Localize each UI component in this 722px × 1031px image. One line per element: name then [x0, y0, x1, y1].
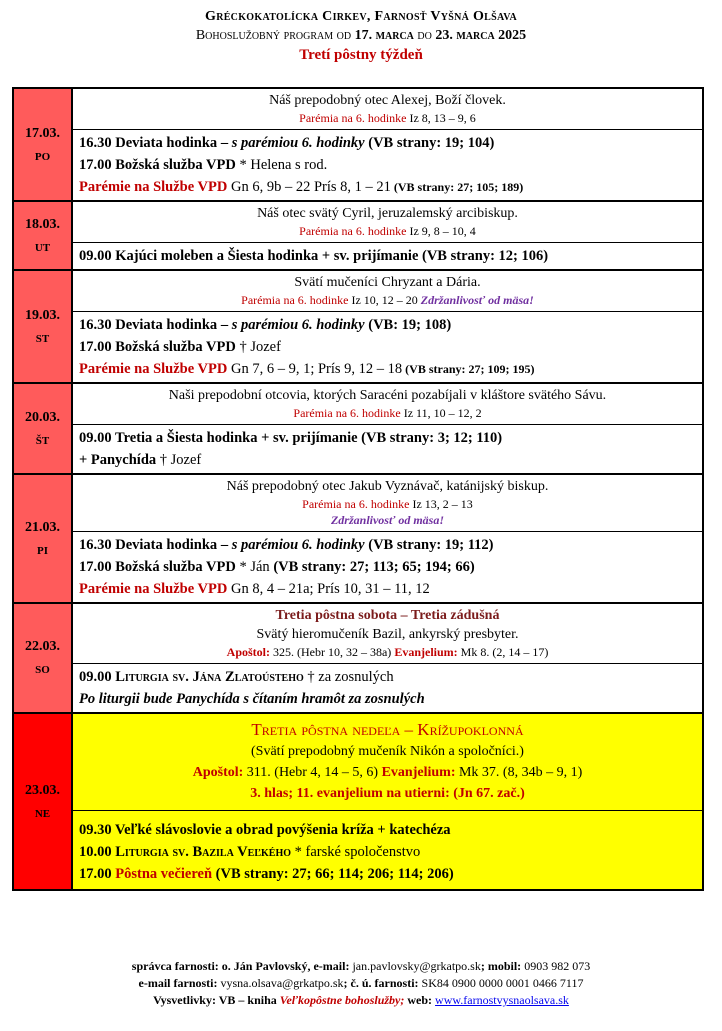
paremia-label: Parémia na 6. hodinke: [299, 224, 407, 238]
intention: † Jozef: [235, 339, 281, 355]
website-link[interactable]: www.farnostvysnaolsava.sk: [435, 993, 569, 1007]
day-row: [14, 604, 702, 714]
book-pages: (VB: 19; 108): [364, 317, 452, 333]
readings: [77, 644, 698, 660]
weekday: ST: [35, 332, 50, 345]
services-cell: [73, 532, 702, 602]
date-cell: [14, 384, 73, 473]
date-cell: [14, 475, 73, 602]
paremia-line: [79, 578, 696, 600]
day-row: [14, 202, 702, 271]
paremia-label: Parémie na Službe VPD: [79, 581, 228, 597]
service-title: Pôstna večiereň: [115, 866, 213, 882]
service-line: [79, 841, 696, 863]
subtitle-label: Bohoslužobný program: [195, 28, 334, 43]
service-note: s parémiou 6. hodinky: [231, 317, 365, 333]
iban: SK84 0900 0000 0001 0466 7117: [421, 976, 584, 990]
separator: –: [217, 317, 232, 333]
day-row: [14, 384, 702, 475]
day-title: Tretia pôstna nedeľa – Krížupoklonná: [251, 720, 524, 739]
service-line: [79, 154, 696, 176]
service-line: [79, 314, 696, 336]
paremia-6: [77, 405, 698, 421]
day-title: Tretia pôstna sobota – Tretia zádušná: [275, 608, 500, 623]
service-line: [79, 863, 696, 885]
service-line: [79, 449, 696, 471]
separator: –: [217, 537, 232, 553]
service-line: [79, 666, 696, 688]
gospel-label: Evanjelium:: [394, 645, 458, 659]
readings: [77, 762, 698, 783]
date: 22.03.: [25, 639, 60, 654]
service-note: Po liturgii bude Panychída s čítaním hramôt za zosnulých: [79, 691, 425, 707]
date: 20.03.: [25, 409, 60, 425]
footer: [0, 958, 722, 1009]
paremia-label: Parémia na 6. hodinke: [293, 406, 401, 420]
paremia-text: Gn 7, 6 – 9, 1; Prís 9, 12 – 18: [227, 361, 403, 377]
feast-cell: [73, 384, 702, 425]
weekday: PO: [34, 150, 51, 163]
day-row: [14, 475, 702, 604]
label: ; mobil:: [480, 959, 525, 973]
intention: † za zosnulých: [303, 669, 394, 685]
paremia-label: Parémia na 6. hodinke: [302, 497, 410, 511]
apostle-text: 325. (Hebr 10, 32 – 38a): [270, 645, 395, 659]
feast-name: Náš otec svätý Cyril, jeruzalemský arcibiskup.: [257, 206, 518, 221]
label: e-mail farnosti:: [138, 976, 221, 990]
fast-note: Zdržanlivosť od mäsa!: [420, 293, 534, 307]
paremia-label: Parémie na Službe VPD: [79, 361, 228, 377]
book-pages: (VB strany: 27; 66; 114; 206; 114; 206): [212, 866, 454, 882]
paremia-text: Iz 13, 2 – 13: [409, 497, 473, 511]
weekday: SO: [35, 664, 50, 676]
paremia-text: Gn 6, 9b – 22 Prís 8, 1 – 21: [227, 179, 391, 195]
footer-line: [0, 975, 722, 992]
apostle-label: Apoštol:: [192, 765, 244, 780]
paremia-line: [79, 176, 696, 198]
paremia-6: [77, 223, 698, 239]
date: 21.03.: [25, 519, 60, 535]
date-to: 23. marca 2025: [435, 28, 527, 43]
feast-cell: [73, 714, 702, 811]
service-line: [79, 534, 696, 556]
paremia-line: [79, 358, 696, 380]
feast-cell: [73, 271, 702, 312]
label: , e-mail:: [307, 959, 353, 973]
service-line: 09.30 Veľké slávoslovie a obrad povýšenia kríža + katechéza: [79, 822, 451, 838]
apostle-text: 311. (Hebr 4, 14 – 5, 6): [243, 765, 382, 780]
feast-name: (Svätí prepodobný mučeník Nikón a spoločníci.): [251, 744, 524, 759]
service-title: 17.00 Božská služba VPD: [79, 157, 236, 173]
administrator: o. Ján Pavlovský: [221, 959, 308, 973]
apostle-label: Apoštol:: [226, 645, 270, 659]
feast-name: Svätý hieromučeník Bazil, ankyrský presbyter.: [256, 627, 519, 642]
service-time: 09.00: [79, 669, 116, 685]
date-cell: [14, 89, 73, 200]
day-content: [73, 604, 702, 712]
services-cell: [73, 664, 702, 712]
subtitle-from: od: [333, 28, 355, 43]
service-note: s parémiou 6. hodinky: [231, 537, 365, 553]
service-time: 10.00: [79, 844, 116, 860]
subtitle-to: do: [413, 28, 436, 43]
email-link[interactable]: vysna.olsava@grkatpo.sk: [220, 976, 344, 990]
service-line: [79, 132, 696, 154]
week-title: Tretí pôstny týždeň: [299, 47, 423, 63]
day-row: [14, 714, 702, 889]
paremia-6: [77, 496, 698, 512]
day-content: [73, 475, 702, 602]
date: 17.03.: [25, 125, 60, 141]
day-content: [73, 714, 702, 889]
weekday: PI: [37, 544, 48, 557]
service-note: s parémiou 6. hodinky: [231, 135, 365, 151]
services-cell: [73, 312, 702, 382]
feast-cell: [73, 604, 702, 664]
day-row: [14, 89, 702, 202]
service-line: [79, 336, 696, 358]
intention: * Helena s rod.: [235, 157, 328, 173]
label: web:: [404, 993, 436, 1007]
book-pages: (VB strany: 19; 104): [364, 135, 495, 151]
paremia-6: [77, 292, 698, 308]
paremia-label: Parémie na Službe VPD: [79, 179, 228, 195]
service-line: 09.00 Tretia a Šiesta hodinka + sv. prijímanie (VB strany: 3; 12; 110): [79, 430, 503, 446]
feast-cell: [73, 202, 702, 243]
weekday: ŠT: [35, 434, 50, 447]
paremia-label: Parémia na 6. hodinke: [241, 293, 349, 307]
label: ; č. ú. farnosti:: [343, 976, 422, 990]
date-cell: [14, 714, 73, 889]
paremia-text: Iz 9, 8 – 10, 4: [406, 224, 476, 238]
services-cell: [73, 243, 702, 269]
date-from: 17. marca: [354, 28, 414, 43]
gospel-text: Mk 8. (2, 14 – 17): [457, 645, 549, 659]
label: správca farnosti:: [131, 959, 222, 973]
parish-title: Gréckokatolícka Cirkev, Farnosť Vyšná Olšava: [205, 9, 517, 24]
service-title: 17.00 Božská služba VPD: [79, 559, 236, 575]
feast-cell: [73, 475, 702, 532]
day-content: [73, 89, 702, 200]
paremia-text: Iz 11, 10 – 12, 2: [400, 406, 482, 420]
date-cell: [14, 202, 73, 269]
feast-name: Naši prepodobní otcovia, ktorých Saracéni pozabíjali v kláštore svätého Sávu.: [168, 388, 607, 403]
book-pages: (VB strany: 27; 113; 65; 194; 66): [269, 559, 475, 575]
date: 19.03.: [25, 307, 60, 323]
weekday: NE: [34, 807, 51, 820]
book-title: Veľkopôstne bohoslužby;: [279, 993, 405, 1007]
paremia-text: Iz 10, 12 – 20: [348, 293, 421, 307]
footer-line: [0, 958, 722, 975]
book-pages: (VB strany: 19; 112): [364, 537, 494, 553]
book-pages: (VB strany: 27; 105; 189): [390, 180, 524, 194]
service-title: 17.00 Božská služba VPD: [79, 339, 236, 355]
intention: * farské spoločenstvo: [291, 844, 421, 860]
services-cell: [73, 811, 702, 889]
day-content: [73, 271, 702, 382]
day-content: [73, 202, 702, 269]
feast-cell: [73, 89, 702, 130]
separator: –: [217, 135, 232, 151]
service-line: [79, 556, 696, 578]
feast-name: Svätí mučeníci Chryzant a Dária.: [294, 275, 481, 290]
service-line: 09.00 Kajúci moleben a Šiesta hodinka + sv. prijímanie (VB strany: 12; 106): [79, 248, 549, 264]
service-title: 16.30 Deviata hodinka: [79, 135, 218, 151]
date: 23.03.: [25, 782, 60, 798]
date: 18.03.: [25, 216, 60, 232]
email-link[interactable]: jan.pavlovsky@grkatpo.sk: [352, 959, 481, 973]
service-title: Liturgia sv. Jána Zlatoústeho: [115, 669, 304, 685]
schedule-table: [12, 87, 704, 891]
date-cell: [14, 271, 73, 382]
paremia-label: Parémia na 6. hodinke: [299, 111, 407, 125]
date-cell: [14, 604, 73, 712]
day-content: [73, 384, 702, 473]
book-pages: (VB strany: 27; 109; 195): [402, 362, 535, 376]
intention: † Jozef: [156, 452, 202, 468]
tone-note: 3. hlas; 11. evanjelium na utierni: (Jn 67. zač.): [250, 786, 525, 801]
services-cell: [73, 130, 702, 200]
service-title: 16.30 Deviata hodinka: [79, 537, 218, 553]
feast-name: Náš prepodobný otec Alexej, Boží človek.: [269, 93, 506, 108]
paremia-text: Iz 8, 13 – 9, 6: [406, 111, 476, 125]
footer-line: [0, 992, 722, 1009]
service-title: + Panychída: [79, 452, 157, 468]
service-title: 16.30 Deviata hodinka: [79, 317, 218, 333]
phone: 0903 982 073: [524, 959, 591, 973]
program-subtitle: [0, 26, 722, 45]
weekday: UT: [34, 241, 51, 254]
feast-name: Náš prepodobný otec Jakub Vyznávač, katánijský biskup.: [226, 479, 549, 494]
intention: * Ján: [235, 559, 270, 575]
page-header: [0, 7, 722, 65]
gospel-label: Evanjelium:: [381, 765, 456, 780]
services-cell: [73, 425, 702, 473]
day-row: [14, 271, 702, 384]
paremia-text: Gn 8, 4 – 21a; Prís 10, 31 – 11, 12: [227, 581, 430, 597]
service-title: Liturgia sv. Bazila Veľkého: [115, 844, 292, 860]
service-time: 17.00: [79, 866, 116, 882]
fast-note: Zdržanlivosť od mäsa!: [330, 513, 445, 527]
label: Vysvetlivky: VB – kniha: [153, 993, 280, 1007]
gospel-text: Mk 37. (8, 34b – 9, 1): [455, 765, 583, 780]
paremia-6: [77, 110, 698, 126]
